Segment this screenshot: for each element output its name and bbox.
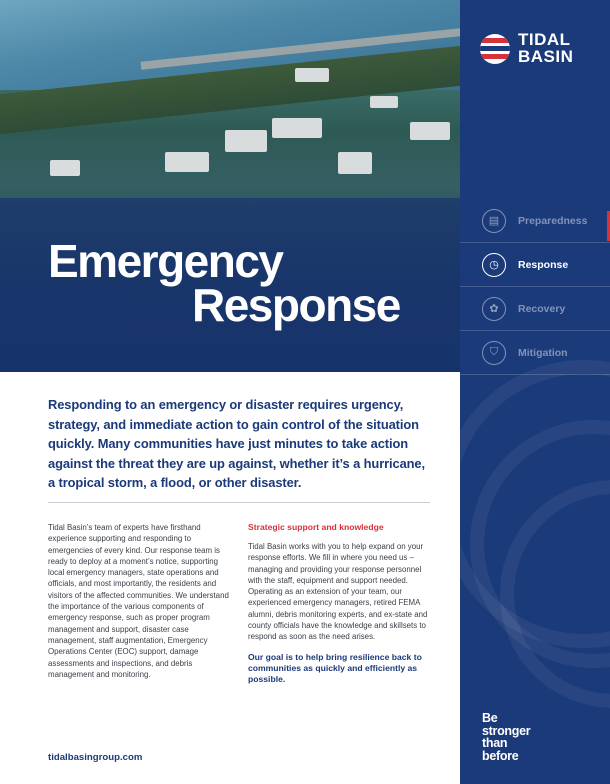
clock-icon: ◷ bbox=[482, 253, 506, 277]
tidal-basin-logo bbox=[480, 30, 600, 70]
section-heading: Strategic support and knowledge bbox=[248, 522, 384, 532]
phase-nav bbox=[460, 199, 610, 375]
nav-item-response[interactable] bbox=[460, 243, 610, 287]
footer-website-link[interactable]: tidalbasingroup.com bbox=[48, 752, 143, 763]
logo-wave-icon bbox=[480, 34, 510, 64]
page-title-line1: Emergency bbox=[48, 235, 283, 287]
nav-item-mitigation[interactable] bbox=[460, 331, 610, 375]
section-divider bbox=[48, 502, 430, 503]
logo-line2: BASIN bbox=[518, 47, 574, 66]
hero-image bbox=[0, 0, 460, 372]
hero-house bbox=[295, 68, 329, 82]
nav-item-recovery[interactable] bbox=[460, 287, 610, 331]
intro-paragraph: Responding to an emergency or disaster requires urgency, strategy, and immediate action to gain control of the situation quickly. Many communities have just minutes to take action against the threat they are up against, whether it’s a hurricane, a tropical storm, a flood, or other disaster. bbox=[48, 397, 425, 491]
tagline-line: Be bbox=[482, 711, 498, 725]
hero-house bbox=[225, 130, 267, 152]
side-panel bbox=[460, 0, 610, 784]
hero-house bbox=[410, 122, 450, 140]
goal-statement: Our goal is to help bring resilience back to communities as quickly and efficiently as possible. bbox=[248, 651, 422, 685]
right-column bbox=[248, 522, 432, 686]
hero-house bbox=[338, 152, 372, 174]
left-column-text: Tidal Basin’s team of experts have firsthand experience supporting and responding to emergencies of every kind. Our response team is ready to deploy at a moment’s notice, supporting local emergency managers, state operations and officials, and most importantly, the residents and visitors of the affected communities. We understand the importance of the various components of emergency response, such as proper program management and support, disaster case management, staff augmentation, Emergency Operations Center (EOC) support, damage assessments and inspections, and debris management and monitoring. bbox=[48, 523, 229, 679]
hero-house bbox=[50, 160, 80, 176]
nav-item-label: Preparedness bbox=[518, 214, 588, 227]
hero-house bbox=[370, 96, 398, 108]
tagline bbox=[482, 712, 530, 762]
shield-icon: ⛉ bbox=[482, 341, 506, 365]
hero-house bbox=[272, 118, 322, 138]
page-title-line2: Response bbox=[192, 279, 400, 331]
tagline-line: than bbox=[482, 736, 508, 750]
right-column-text: Tidal Basin works with you to help expand on your response efforts. We fill in where you need us – managing and providing your response personnel with the staff, equipment and support needed. Operating as an extension of your team, our experienced emergency managers, retired FEMA alumni, debris monitoring experts, and ex-state and county officials have the knowledge and skillsets to respond as soon as the need arises. bbox=[248, 542, 428, 642]
nav-item-label: Mitigation bbox=[518, 346, 568, 359]
nav-item-preparedness[interactable] bbox=[460, 199, 610, 243]
logo-line1: TIDAL bbox=[518, 30, 571, 49]
nav-item-label: Response bbox=[518, 258, 569, 271]
sprout-icon: ✿ bbox=[482, 297, 506, 321]
nav-item-label: Recovery bbox=[518, 302, 566, 315]
tagline-line: before bbox=[482, 748, 519, 763]
clipboard-icon: ▤ bbox=[482, 209, 506, 233]
hero-house bbox=[165, 152, 209, 172]
tagline-line: stronger bbox=[482, 723, 531, 738]
logo-wordmark bbox=[518, 31, 573, 65]
